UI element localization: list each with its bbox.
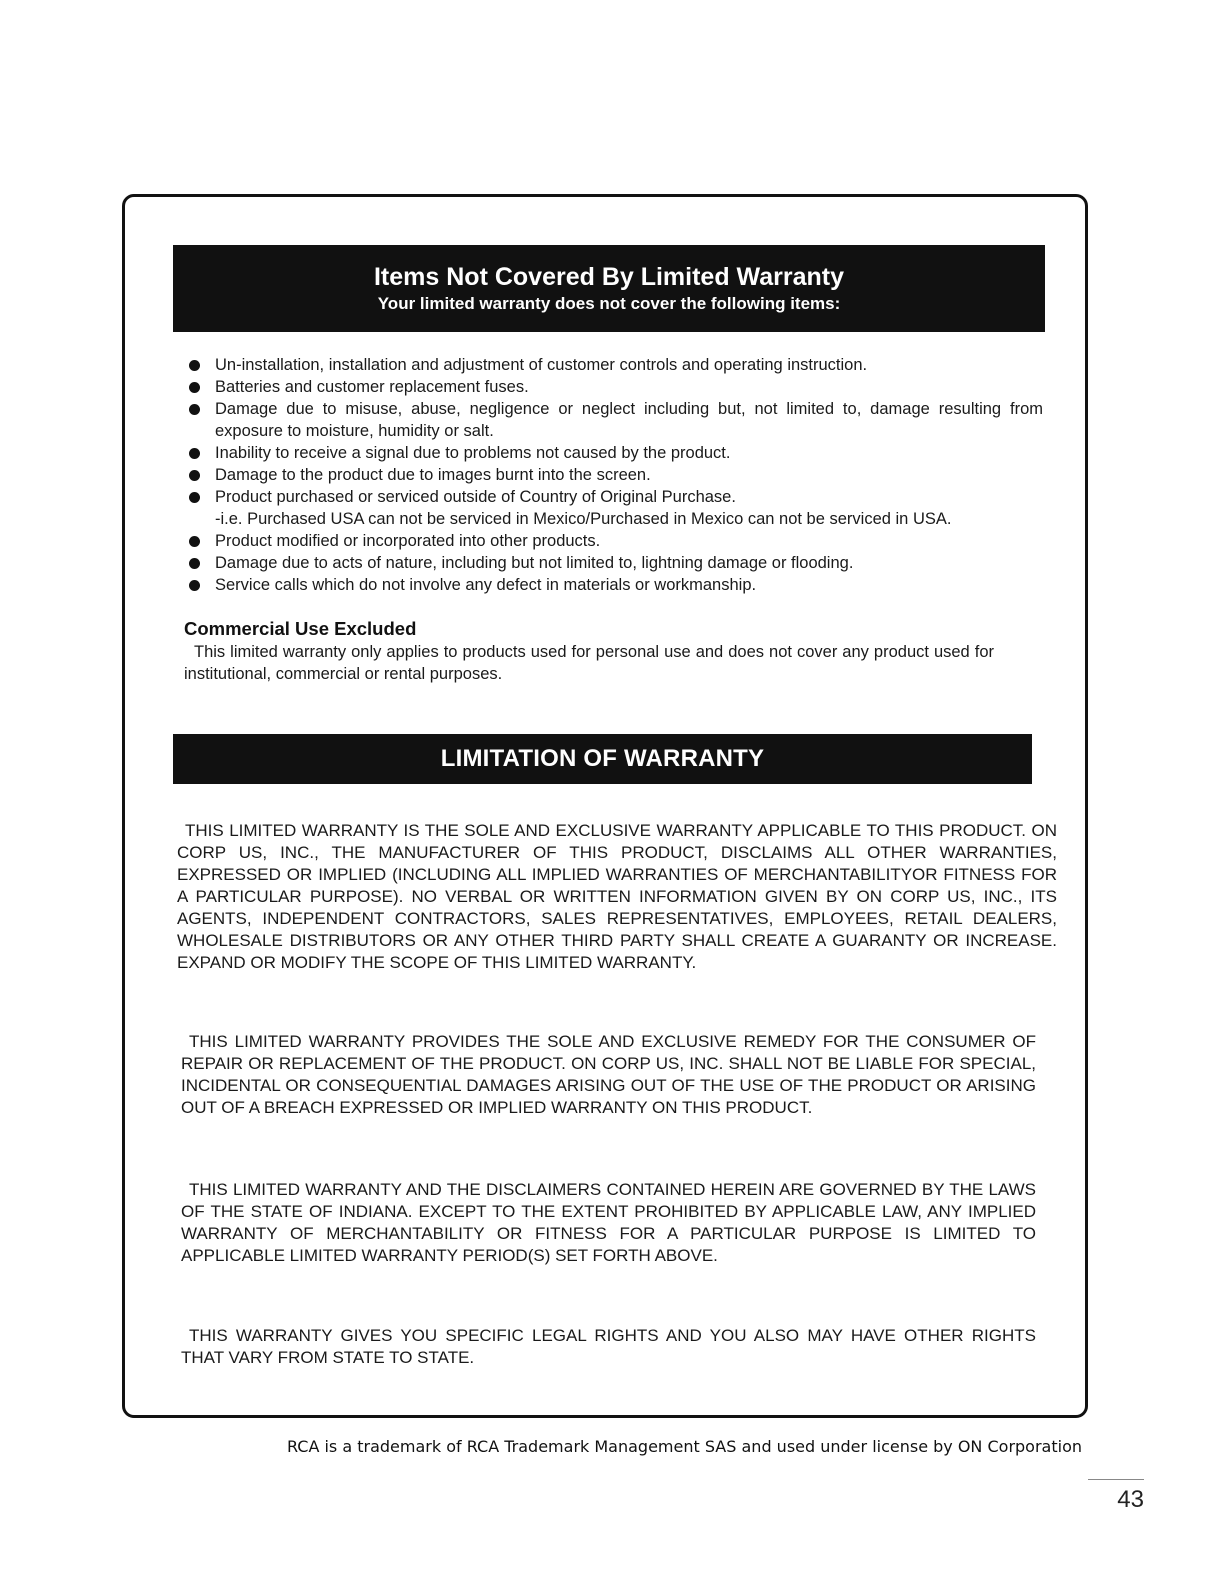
limitation-paragraph: THIS WARRANTY GIVES YOU SPECIFIC LEGAL RIGHTS AND YOU ALSO MAY HAVE OTHER RIGHTS THAT VARY FROM STATE TO STATE. <box>181 1326 1036 1367</box>
list-item: Product purchased or serviced outside of Country of Original Purchase. -i.e. Purchased USA can not be serviced in Mexico/Purchased in Mexico can not be serviced in USA. <box>189 486 1069 530</box>
items-not-covered-banner <box>173 245 1045 332</box>
commercial-use-text: This limited warranty only applies to products used for personal use and does not cover any product used for institutional, commercial or rental purposes. <box>184 643 994 683</box>
bullet-icon <box>189 470 200 481</box>
list-item: Un-installation, installation and adjustment of customer controls and operating instruction. <box>189 354 1069 376</box>
page-number-rule <box>1088 1479 1144 1480</box>
bullet-icon <box>189 536 200 547</box>
bullet-icon <box>189 382 200 393</box>
list-item: Damage to the product due to images burnt into the screen. <box>189 464 1069 486</box>
commercial-use-heading: Commercial Use Excluded <box>184 618 417 639</box>
limitation-paragraph: THIS LIMITED WARRANTY PROVIDES THE SOLE AND EXCLUSIVE REMEDY FOR THE CONSUMER OF REPAIR OR REPLACEMENT OF THE PRODUCT. ON CORP US, INC. SHALL NOT BE LIABLE FOR SPECIAL, INCIDENTAL OR CONSEQUENTIAL DAMAGES ARISING OUT OF THE USE OF THE PRODUCT OR ARISING OUT OF A BREACH EXPRESSED OR IMPLIED WARRANTY ON THIS PRODUCT. <box>181 1032 1036 1117</box>
not-covered-list <box>189 354 1069 596</box>
section-title: Items Not Covered By Limited Warranty <box>373 263 844 291</box>
list-item-note: -i.e. Purchased USA can not be serviced in Mexico/Purchased in Mexico can not be serviced in USA. <box>215 510 952 528</box>
bullet-icon <box>189 492 200 503</box>
page-number: 43 <box>1117 1486 1144 1513</box>
bullet-icon <box>189 580 200 591</box>
section-title: LIMITATION OF WARRANTY <box>440 745 765 772</box>
limitation-paragraph: THIS LIMITED WARRANTY AND THE DISCLAIMERS CONTAINED HEREIN ARE GOVERNED BY THE LAWS OF THE STATE OF INDIANA. EXCEPT TO THE EXTENT PROHIBITED BY APPLICABLE LAW, ANY IMPLIED WARRANTY OF MERCHANTABILITY OR FITNESS FOR A PARTICULAR PURPOSE IS LIMITED TO APPLICABLE LIMITED WARRANTY PERIOD(S) SET FORTH ABOVE. <box>181 1180 1036 1265</box>
limitation-paragraph: THIS LIMITED WARRANTY IS THE SOLE AND EXCLUSIVE WARRANTY APPLICABLE TO THIS PRODUCT. ON CORP US, INC., THE MANUFACTURER OF THIS PRODUCT, DISCLAIMS ALL OTHER WARRANTIES, EXPRESSED OR IMPLIED (INCLUDING ALL IMPLIED WARRANTIES OF MERCHANTABILITYOR FITNESS FOR A PARTICULAR PURPOSE). NO VERBAL OR WRITTEN INFORMATION GIVEN BY ON CORP US, INC., ITS AGENTS, INDEPENDENT CONTRACTORS, SALES REPRESENTATIVES, EMPLOYEES, RETAIL DEALERS, WHOLESALE DISTRIBUTORS OR ANY OTHER THIRD PARTY SHALL CREATE A GUARANTY OR INCREASE. EXPAND OR MODIFY THE SCOPE OF THIS LIMITED WARRANTY. <box>177 821 1057 972</box>
list-item: Inability to receive a signal due to problems not caused by the product. <box>189 442 1069 464</box>
bullet-icon <box>189 404 200 415</box>
bullet-icon <box>189 558 200 569</box>
trademark-notice: RCA is a trademark of RCA Trademark Management SAS and used under license by ON Corporation <box>286 1437 1082 1456</box>
section-subtitle: Your limited warranty does not cover the following items: <box>377 294 841 313</box>
limitation-banner <box>173 734 1032 784</box>
list-item: Product modified or incorporated into other products. <box>189 530 1069 552</box>
bullet-icon <box>189 360 200 371</box>
bullet-icon <box>189 448 200 459</box>
list-item: Damage due to misuse, abuse, negligence or neglect including but, not limited to, damage resulting from exposure to moisture, humidity or salt. <box>189 398 1043 442</box>
list-item: Damage due to acts of nature, including but not limited to, lightning damage or flooding. <box>189 552 1069 574</box>
list-item: Batteries and customer replacement fuses. <box>189 376 1069 398</box>
list-item: Service calls which do not involve any defect in materials or workmanship. <box>189 574 1069 596</box>
